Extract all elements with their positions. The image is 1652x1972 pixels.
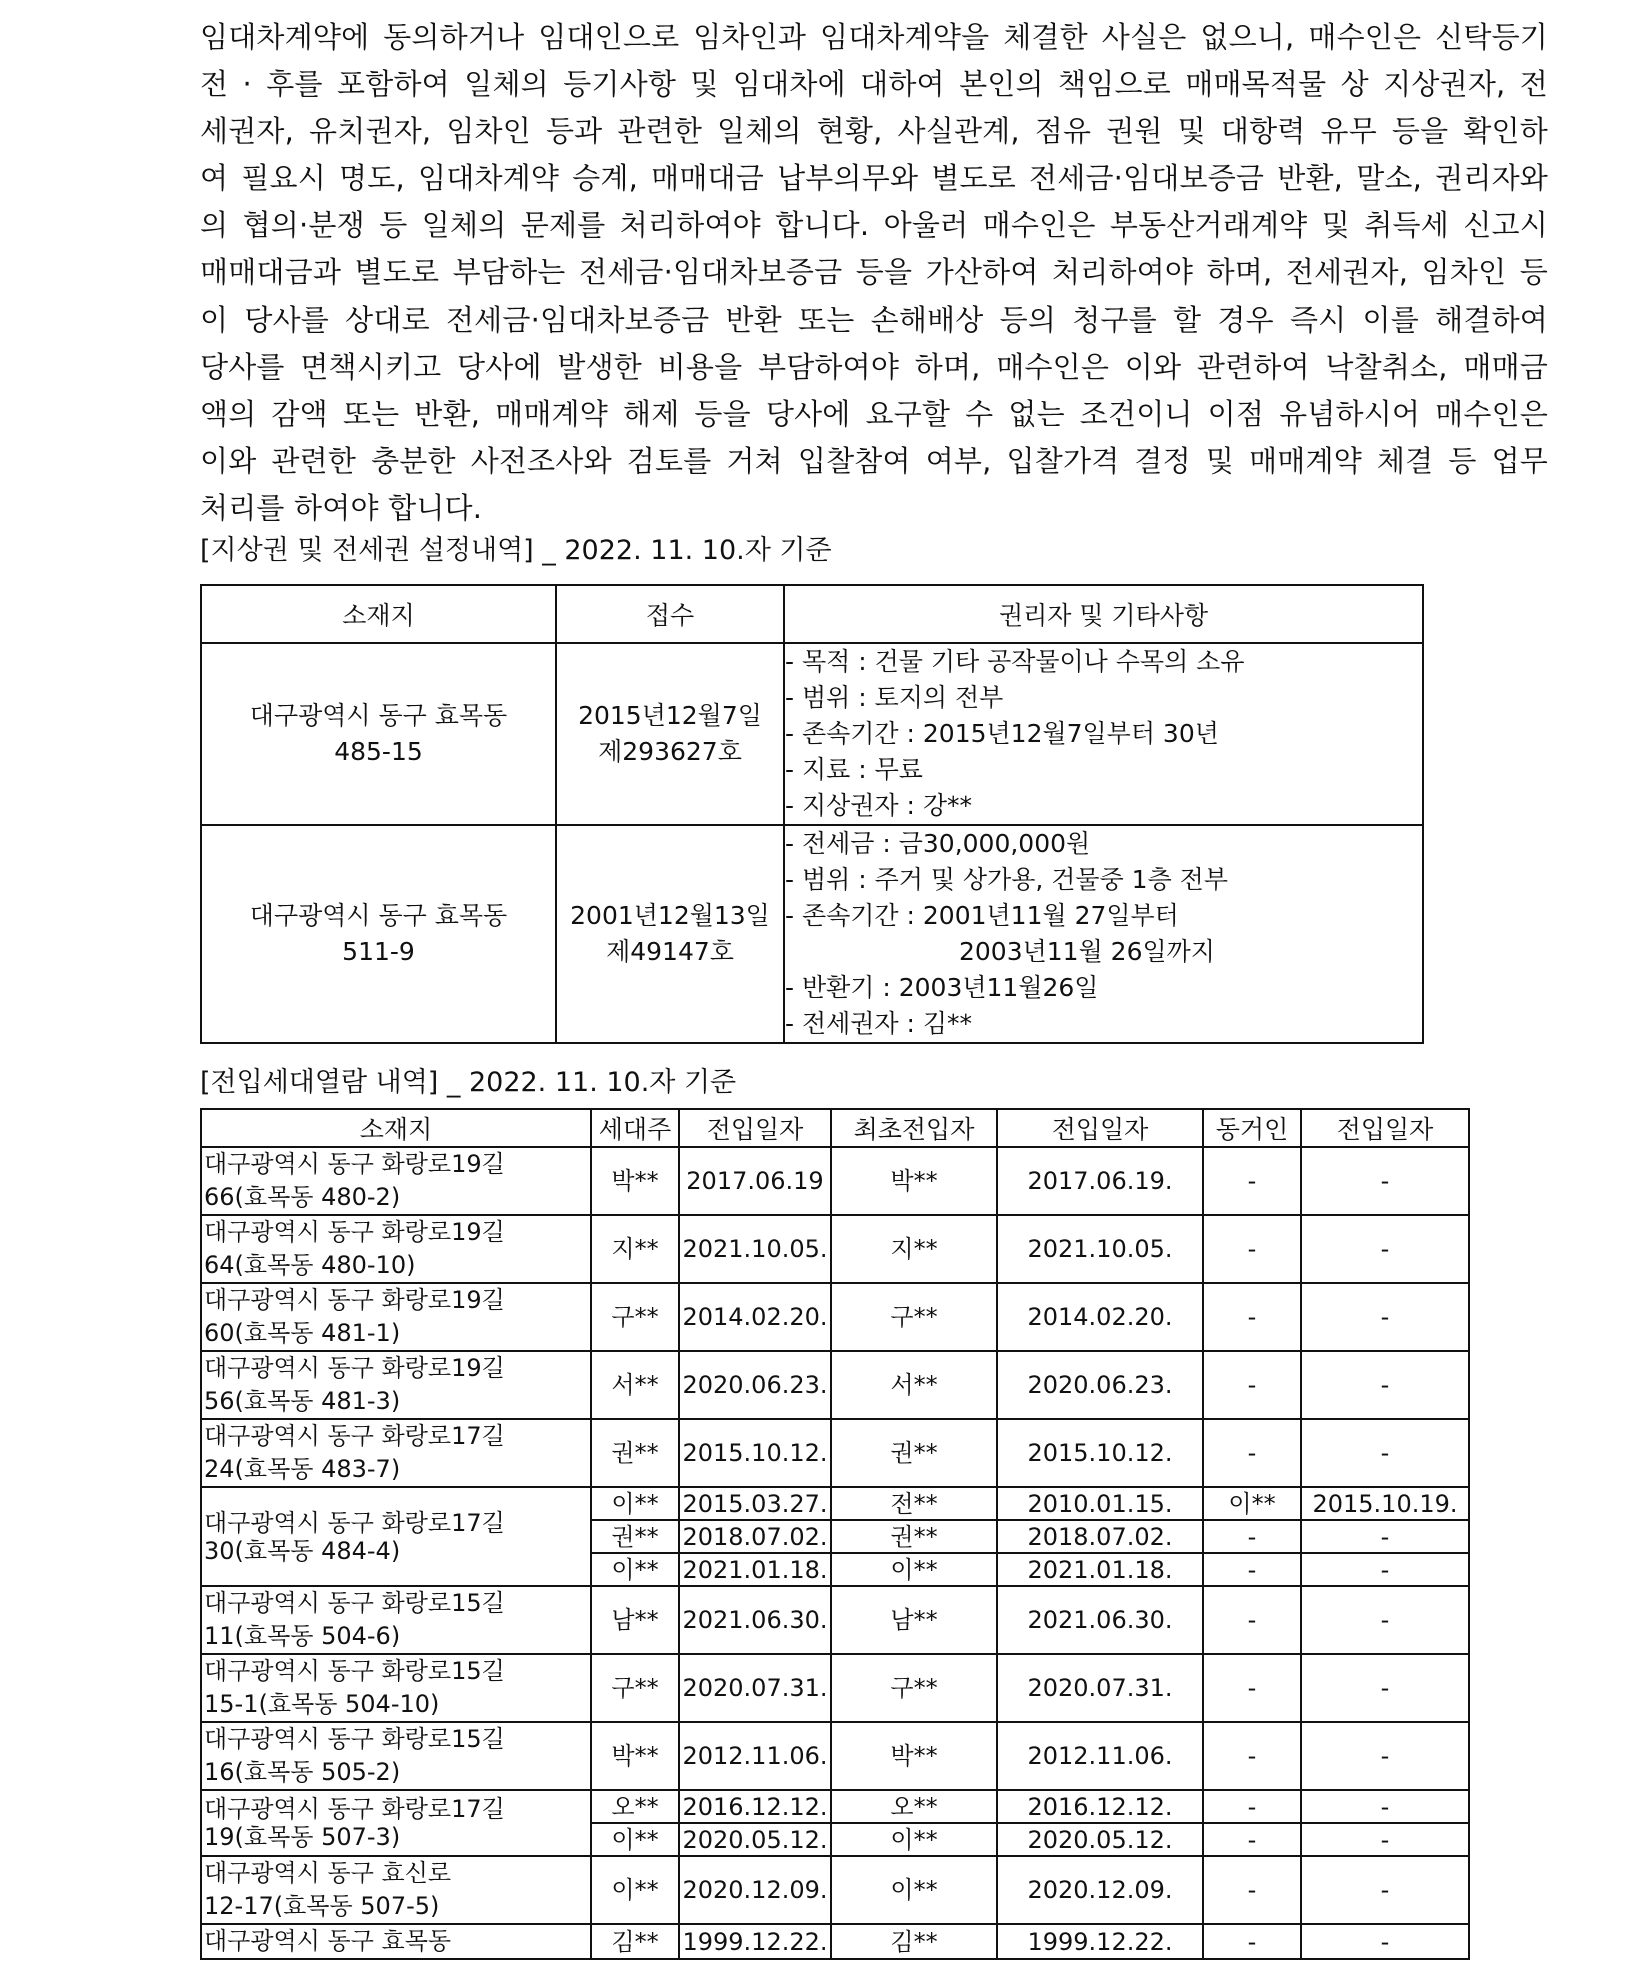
movein-date-cell: 1999.12.22. [679,1924,831,1959]
cohabitant-date-cell: - [1301,1215,1469,1283]
first-movein-date-cell: 2021.10.05. [997,1215,1203,1283]
address-cell [201,1654,591,1722]
movein-section-title: [전입세대열람 내역] _ 2022. 11. 10.자 기준 [200,1067,737,1098]
cohabitant-date-cell: - [1301,1553,1469,1586]
address-line: 56(효목동 481-3) [204,1387,401,1415]
movein-date-cell: 2021.06.30. [679,1586,831,1654]
address-line: 15-1(효목동 504-10) [204,1690,440,1718]
cohabitant-cell: - [1203,1924,1301,1959]
paragraph-line: 세권자, 유치권자, 임차인 등과 관련한 일체의 현황, 사실관계, 점유 권원 및 대항력 유무 등을 확인하 [200,114,1548,149]
cohabitant-cell: - [1203,1283,1301,1351]
address-cell [201,1924,591,1959]
address-line: 대구광역시 동구 화랑로17길 [204,1422,505,1450]
table-row [201,1419,1469,1487]
cohabitant-cell: - [1203,1215,1301,1283]
column-header: 세대주 [591,1109,679,1147]
table-row [201,1215,1469,1283]
cohabitant-date-cell: - [1301,1790,1469,1823]
paragraph-line: 이와 관련한 충분한 사전조사와 검토를 거쳐 입찰참여 여부, 입찰가격 결정 및 매매계약 체결 등 업무 [200,443,1548,478]
address-cell [201,1147,591,1215]
table-row [201,1856,1469,1924]
first-resident-cell: 서** [831,1351,997,1419]
column-header: 최초전입자 [831,1109,997,1147]
paragraph-line: 임대차계약에 동의하거나 임대인으로 임차인과 임대차계약을 체결한 사실은 없으니, 매수인은 신탁등기 [200,20,1548,54]
cohabitant-cell: - [1203,1147,1301,1215]
paragraph-line: 당사를 면책시키고 당사에 발생한 비용을 부담하여야 하며, 매수인은 이와 관련하여 낙찰취소, 매매금 [200,349,1548,384]
rights-details-cell [784,825,1423,1043]
first-movein-date-cell: 2010.01.15. [997,1487,1203,1520]
address-line: 64(효목동 480-10) [204,1251,416,1279]
householder-cell: 서** [591,1351,679,1419]
householder-cell: 이** [591,1553,679,1586]
householder-cell: 남** [591,1586,679,1654]
first-resident-cell: 이** [831,1553,997,1586]
detail-item: - 지상권자 : 강** [785,791,973,820]
first-movein-date-cell: 2014.02.20. [997,1283,1203,1351]
cohabitant-cell: - [1203,1419,1301,1487]
first-movein-date-cell: 2020.12.09. [997,1856,1203,1924]
table-row [201,1722,1469,1790]
rights-details-cell [784,643,1423,825]
location-cell [201,825,556,1043]
address-cell [201,1487,591,1586]
cohabitant-date-cell: - [1301,1823,1469,1856]
address-line: 대구광역시 동구 화랑로17길 [204,1508,505,1537]
address-line: 30(효목동 484-4) [204,1536,401,1565]
cohabitant-cell: - [1203,1823,1301,1856]
address-line: 대구광역시 동구 화랑로17길 [204,1795,505,1823]
address-line: 대구광역시 동구 화랑로19길 [204,1218,505,1246]
first-resident-cell: 박** [831,1147,997,1215]
table-row [201,1351,1469,1419]
address-cell [201,1856,591,1924]
householder-cell: 권** [591,1419,679,1487]
address-line: 60(효목동 481-1) [204,1319,401,1347]
address-cell [201,1283,591,1351]
address-cell [201,1586,591,1654]
cohabitant-cell: - [1203,1553,1301,1586]
receipt-cell [556,825,784,1043]
first-resident-cell: 이** [831,1823,997,1856]
address-line: 24(효목동 483-7) [204,1455,401,1483]
detail-item: - 존속기간 : 2015년12월7일부터 30년 [785,719,1219,748]
receipt-date: 2001년12월13일 [570,901,770,930]
first-movein-date-cell: 2012.11.06. [997,1722,1203,1790]
table-row [201,1487,1469,1520]
detail-item: - 범위 : 주거 및 상가용, 건물중 1층 전부 [785,865,1228,894]
movein-date-cell: 2020.07.31. [679,1654,831,1722]
cohabitant-date-cell: - [1301,1351,1469,1419]
detail-item: 2003년11월 26일까지 [959,937,1215,966]
cohabitant-cell: - [1203,1654,1301,1722]
movein-date-cell: 2020.12.09. [679,1856,831,1924]
superficies-table [200,584,1424,1044]
detail-item: - 전세금 : 금30,000,000원 [785,829,1091,858]
householder-cell: 이** [591,1487,679,1520]
table-row [201,1654,1469,1722]
paragraph-line: 의 협의·분쟁 등 일체의 문제를 처리하여야 합니다. 아울러 매수인은 부동산거래계약 및 취득세 신고시 [200,208,1548,243]
address-cell [201,1351,591,1419]
movein-table-body [201,1147,1469,1959]
paragraph-line: 처리를 하여야 합니다. [200,490,483,525]
first-resident-cell: 권** [831,1419,997,1487]
cohabitant-date-cell: - [1301,1722,1469,1790]
notice-paragraph [200,14,1548,532]
receipt-cell [556,643,784,825]
cohabitant-cell: - [1203,1586,1301,1654]
movein-date-cell: 2018.07.02. [679,1520,831,1553]
first-movein-date-cell: 2020.06.23. [997,1351,1203,1419]
movein-date-cell: 2015.10.12. [679,1419,831,1487]
paragraph-line: 전 · 후를 포함하여 일체의 등기사항 및 임대차에 대하여 본인의 책임으로 매매목적물 상 지상권자, 전 [200,67,1548,102]
column-header: 동거인 [1203,1109,1301,1147]
first-movein-date-cell: 2016.12.12. [997,1790,1203,1823]
address-line: 대구광역시 동구 화랑로19길 [204,1354,505,1382]
first-movein-date-cell: 2021.06.30. [997,1586,1203,1654]
householder-cell: 오** [591,1790,679,1823]
first-movein-date-cell: 2017.06.19. [997,1147,1203,1215]
cohabitant-date-cell: - [1301,1283,1469,1351]
movein-date-cell: 2020.05.12. [679,1823,831,1856]
cohabitant-cell: 이** [1203,1487,1301,1520]
column-header: 전입일자 [1301,1109,1469,1147]
cohabitant-cell: - [1203,1856,1301,1924]
first-resident-cell: 이** [831,1856,997,1924]
table-row [201,825,1423,1043]
column-header: 접수 [556,585,784,643]
movein-date-cell: 2017.06.19 [679,1147,831,1215]
householder-cell: 구** [591,1654,679,1722]
first-movein-date-cell: 1999.12.22. [997,1924,1203,1959]
address-line: 66(효목동 480-2) [204,1183,401,1211]
address-cell [201,1215,591,1283]
first-resident-cell: 권** [831,1520,997,1553]
first-movein-date-cell: 2021.01.18. [997,1553,1203,1586]
cohabitant-date-cell: - [1301,1856,1469,1924]
first-resident-cell: 구** [831,1283,997,1351]
movein-date-cell: 2014.02.20. [679,1283,831,1351]
householder-cell: 지** [591,1215,679,1283]
householder-cell: 권** [591,1520,679,1553]
detail-item: - 목적 : 건물 기타 공작물이나 수목의 소유 [785,647,1245,676]
table-row [201,1924,1469,1959]
first-resident-cell: 남** [831,1586,997,1654]
receipt-number: 제49147호 [606,937,734,966]
location-text: 대구광역시 동구 효목동 [249,901,508,930]
cohabitant-cell: - [1203,1790,1301,1823]
cohabitant-date-cell: - [1301,1924,1469,1959]
movein-date-cell: 2016.12.12. [679,1790,831,1823]
cohabitant-cell: - [1203,1722,1301,1790]
location-text: 대구광역시 동구 효목동 [249,701,508,730]
address-cell [201,1790,591,1856]
householder-cell: 이** [591,1856,679,1924]
address-line: 12-17(효목동 507-5) [204,1892,440,1920]
movein-date-cell: 2012.11.06. [679,1722,831,1790]
detail-item: - 존속기간 : 2001년11월 27일부터 [785,901,1179,930]
cohabitant-date-cell: - [1301,1586,1469,1654]
first-resident-cell: 오** [831,1790,997,1823]
householder-cell: 박** [591,1147,679,1215]
table-header-row [201,1109,1469,1147]
cohabitant-date-cell: - [1301,1147,1469,1215]
movein-date-cell: 2020.06.23. [679,1351,831,1419]
cohabitant-date-cell: - [1301,1419,1469,1487]
table-row [201,643,1423,825]
first-resident-cell: 지** [831,1215,997,1283]
householder-cell: 박** [591,1722,679,1790]
movein-date-cell: 2015.03.27. [679,1487,831,1520]
address-cell [201,1722,591,1790]
detail-item: - 범위 : 토지의 전부 [785,683,1004,712]
householder-cell: 구** [591,1283,679,1351]
householder-cell: 김** [591,1924,679,1959]
paragraph-line: 액의 감액 또는 반환, 매매계약 해제 등을 당사에 요구할 수 없는 조건이니 이점 유념하시어 매수인은 [200,396,1548,431]
table-row [201,1147,1469,1215]
column-header: 전입일자 [679,1109,831,1147]
cohabitant-date-cell: - [1301,1654,1469,1722]
address-line: 19(효목동 507-3) [204,1823,401,1851]
address-line: 대구광역시 동구 화랑로15길 [204,1589,505,1617]
first-resident-cell: 전** [831,1487,997,1520]
first-movein-date-cell: 2018.07.02. [997,1520,1203,1553]
column-header: 권리자 및 기타사항 [784,585,1423,643]
cohabitant-date-cell: 2015.10.19. [1301,1487,1469,1520]
location-text: 485-15 [334,737,423,766]
column-header: 소재지 [201,585,556,643]
receipt-number: 제293627호 [598,737,742,766]
address-line: 대구광역시 동구 효목동 [204,1927,452,1955]
cohabitant-cell: - [1203,1351,1301,1419]
paragraph-line: 매매대금과 별도로 부담하는 전세금·임대차보증금 등을 가산하여 처리하여야 하며, 전세권자, 임차인 등 [200,255,1548,290]
cohabitant-cell: - [1203,1520,1301,1553]
movein-households-table [200,1108,1470,1960]
first-movein-date-cell: 2020.05.12. [997,1823,1203,1856]
paragraph-line: 여 필요시 명도, 임대차계약 승계, 매매대금 납부의무와 별도로 전세금·임대보증금 반환, 말소, 권리자와 [200,161,1548,196]
movein-date-cell: 2021.10.05. [679,1215,831,1283]
address-line: 16(효목동 505-2) [204,1758,401,1786]
location-cell [201,643,556,825]
superficies-section-title: [지상권 및 전세권 설정내역] _ 2022. 11. 10.자 기준 [200,535,832,566]
movein-date-cell: 2021.01.18. [679,1553,831,1586]
first-movein-date-cell: 2020.07.31. [997,1654,1203,1722]
column-header: 소재지 [201,1109,591,1147]
first-movein-date-cell: 2015.10.12. [997,1419,1203,1487]
address-line: 11(효목동 504-6) [204,1622,401,1650]
paragraph-line: 이 당사를 상대로 전세금·임대차보증금 반환 또는 손해배상 등의 청구를 할 경우 즉시 이를 해결하여 [200,302,1548,337]
cohabitant-date-cell: - [1301,1520,1469,1553]
first-resident-cell: 박** [831,1722,997,1790]
table-header-row [201,585,1423,643]
address-line: 대구광역시 동구 효신로 [204,1859,452,1887]
address-line: 대구광역시 동구 화랑로19길 [204,1150,505,1178]
table-row [201,1586,1469,1654]
location-text: 511-9 [342,937,415,966]
receipt-date: 2015년12월7일 [578,701,762,730]
table-row [201,1790,1469,1823]
householder-cell: 이** [591,1823,679,1856]
detail-item: - 지료 : 무료 [785,755,923,784]
first-resident-cell: 김** [831,1924,997,1959]
address-line: 대구광역시 동구 화랑로15길 [204,1657,505,1685]
address-line: 대구광역시 동구 화랑로19길 [204,1286,505,1314]
first-resident-cell: 구** [831,1654,997,1722]
detail-item: - 전세권자 : 김** [785,1009,973,1038]
detail-item: - 반환기 : 2003년11월26일 [785,973,1099,1002]
table-row [201,1283,1469,1351]
column-header: 전입일자 [997,1109,1203,1147]
address-cell [201,1419,591,1487]
address-line: 대구광역시 동구 화랑로15길 [204,1725,505,1753]
